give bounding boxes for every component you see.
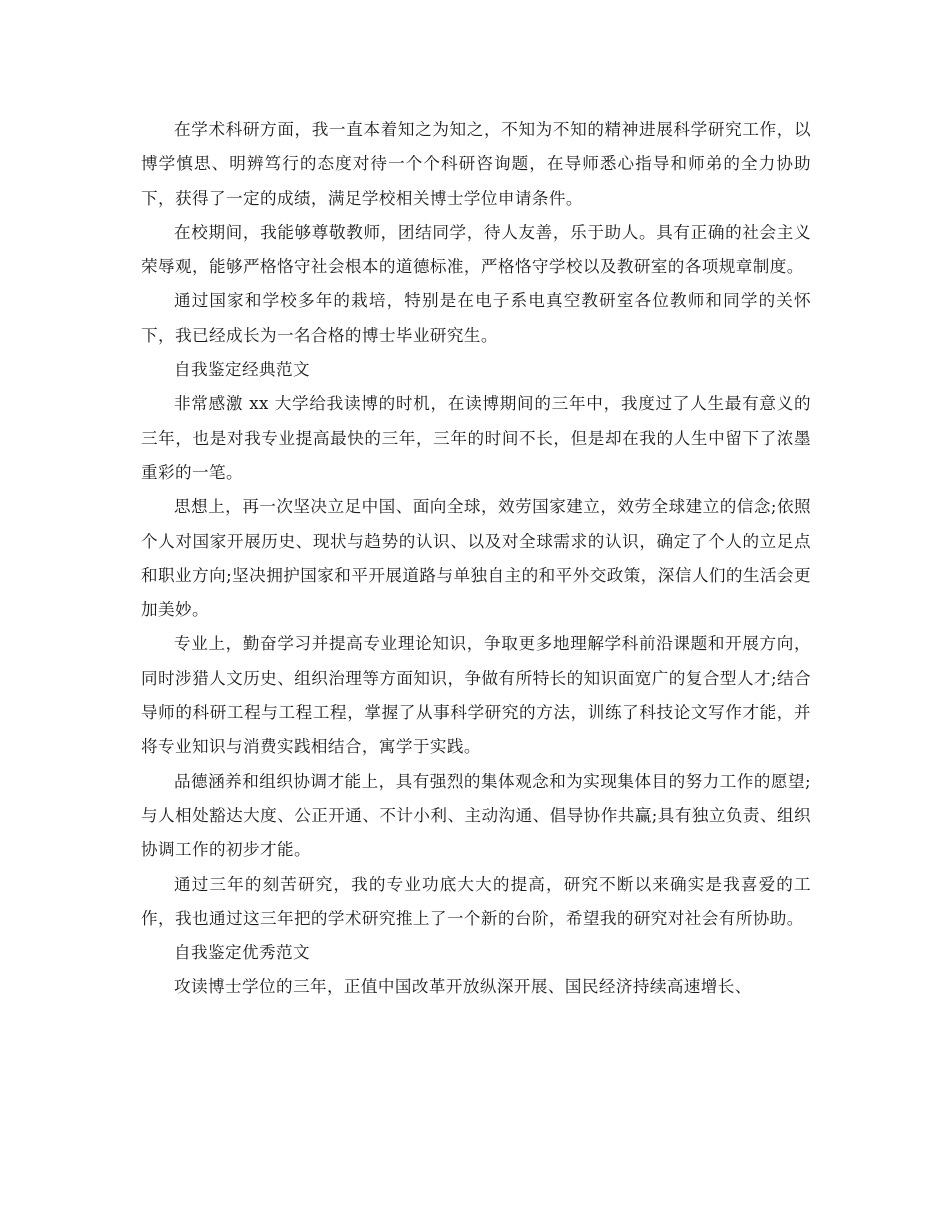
paragraph-doctoral-years: 攻读博士学位的三年，正值中国改革开放纵深开展、国民经济持续高速增长、 <box>174 977 752 997</box>
section-heading-classic: 自我鉴定经典范文 <box>174 360 310 380</box>
paragraph-research-summary: 通过三年的刻苦研究，我的专业功底大大的提高，研究不断以来确实是我喜爱的工作，我也通过这三年把的学术研究推上了一个新的台阶，希望我的研究对社会有所协助。 <box>141 874 811 928</box>
document-body <box>141 113 811 1005</box>
paragraph-professional: 专业上，勤奋学习并提高专业理论知识，争取更多地理解学科前沿课题和开展方向，同时涉猎人文历史、组织治理等方面知识，争做有所特长的知识面宽广的复合型人才;结合导师的科研工程与工程工程，掌握了从事科学研究的方法，训练了科技论文写作才能，并将专业知识与消费实践相结合，寓学于实践。 <box>141 634 811 757</box>
paragraph-gratitude: 非常感激 xx 大学给我读博的时机，在读博期间的三年中，我度过了人生最有意义的三年，也是对我专业提高最快的三年，三年的时间不长，但是却在我的人生中留下了浓墨重彩的一笔。 <box>141 394 811 482</box>
section-heading-excellent: 自我鉴定优秀范文 <box>174 943 310 963</box>
paragraph-growth: 通过国家和学校多年的栽培，特别是在电子系电真空教研室各位教师和同学的关怀下，我已经成长为一名合格的博士毕业研究生。 <box>141 291 811 345</box>
paragraph-character: 品德涵养和组织协调才能上，具有强烈的集体观念和为实现集体目的努力工作的愿望;与人相处豁达大度、公正开通、不计小利、主动沟通、倡导协作共赢;具有独立负责、组织协调工作的初步才能。 <box>141 771 811 860</box>
paragraph-academic-research: 在学术科研方面，我一直本着知之为知之，不知为不知的精神进展科学研究工作，以博学慎思、明辨笃行的态度对待一个个科研咨询题，在导师悉心指导和师弟的全力协助下，获得了一定的成绩，满足学校相关博士学位申请条件。 <box>141 120 811 208</box>
paragraph-campus-conduct: 在校期间，我能够尊敬教师，团结同学，待人友善，乐于助人。具有正确的社会主义荣辱观，能够严格恪守社会根本的道德标准，严格恪守学校以及教研室的各项规章制度。 <box>141 222 811 277</box>
paragraph-ideology: 思想上，再一次坚决立足中国、面向全球，效劳国家建立，效劳全球建立的信念;依照个人对国家开展历史、现状与趋势的认识、以及对全球需求的认识，确定了个人的立足点和职业方向;坚决拥护国家和平开展道路与单独自主的和平外交政策，深信人们的生活会更加美妙。 <box>141 497 811 620</box>
